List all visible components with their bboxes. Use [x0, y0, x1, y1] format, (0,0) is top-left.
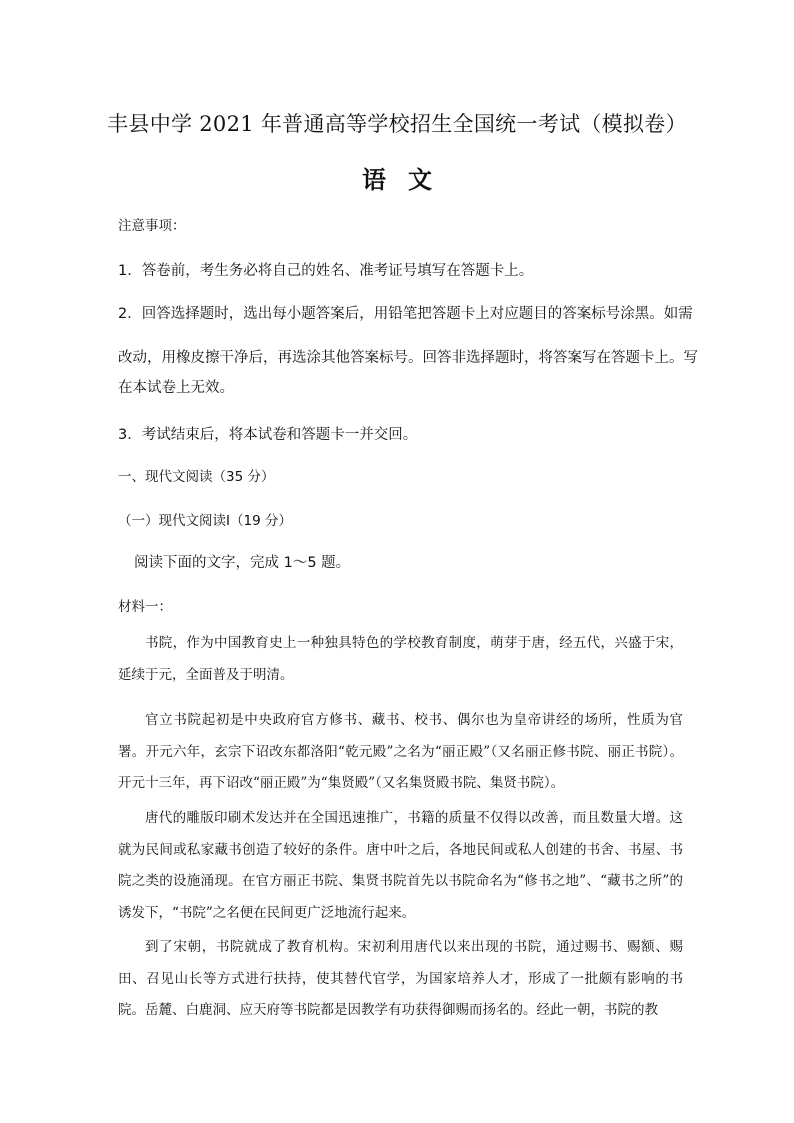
section-heading: 一、现代文阅读（35 分） [118, 469, 275, 485]
subsection-heading: （一）现代文阅读Ⅰ（19 分） [118, 513, 292, 529]
notice-heading: 注意事项： [118, 218, 186, 234]
material-paragraph-3: 唐代的雕版印刷术发达并在全国迅速推广，书籍的质量不仅得以改善，而且数量大增。这就为民间或私家藏书创造了较好的条件。唐中叶之后，各地民间或私人创建的书舍、书屋、书院之类的设施涌现。在官方丽正书院、集贤书院首先以书院命名为“修书之地”、“藏书之所”的诱发下，“书院”之名便在民间更广泛地流行起来。 [118, 810, 683, 921]
notice-item-3: 3．考试结束后，将本试卷和答题卡一并交回。 [118, 427, 418, 443]
notice-item-2-line-1: 2．回答选择题时，选出每小题答案后，用铅笔把答题卡上对应题目的答案标号涂黑。如需 [118, 306, 693, 322]
material-paragraph-2: 官立书院起初是中央政府官方修书、藏书、校书、偶尔也为皇帝讲经的场所，性质为官署。开元六年，玄宗下诏改东都洛阳“乾元殿”之名为“丽正殿”（又名丽正修书院、丽正书院）。开元十三年，再下诏改“丽正殿”为“集贤殿”（又名集贤殿书院、集贤书院）。 [118, 712, 683, 791]
material-paragraph-1: 书院，作为中国教育史上一种独具特色的学校教育制度，萌芽于唐，经五代，兴盛于宋，延续于元，全面普及于明清。 [118, 635, 683, 683]
notice-item-2-line-3: 在本试卷上无效。 [118, 380, 234, 396]
material-label: 材料一： [118, 599, 172, 615]
exam-title: 丰县中学 2021 年普通高等学校招生全国统一考试（模拟卷） [107, 112, 687, 136]
notice-item-1: 1．答卷前，考生务必将自己的姓名、准考证号填写在答题卡上。 [118, 263, 534, 279]
subject-title: 语文 [362, 165, 454, 194]
notice-item-2-line-2: 改动，用橡皮擦干净后，再选涂其他答案标号。回答非选择题时，将答案写在答题卡上。写 [118, 350, 698, 366]
material-paragraph-4: 到了宋朝，书院就成了教育机构。宋初利用唐代以来出现的书院，通过赐书、赐额、赐田、召见山长等方式进行扶持，使其替代官学，为国家培养人才，形成了一批颇有影响的书院。岳麓、白鹿洞、应天府等书院都是因教学有功获得御赐而扬名的。经此一朝，书院的教 [118, 939, 683, 1018]
reading-instruction: 阅读下面的文字，完成 1～5 题。 [134, 555, 351, 571]
